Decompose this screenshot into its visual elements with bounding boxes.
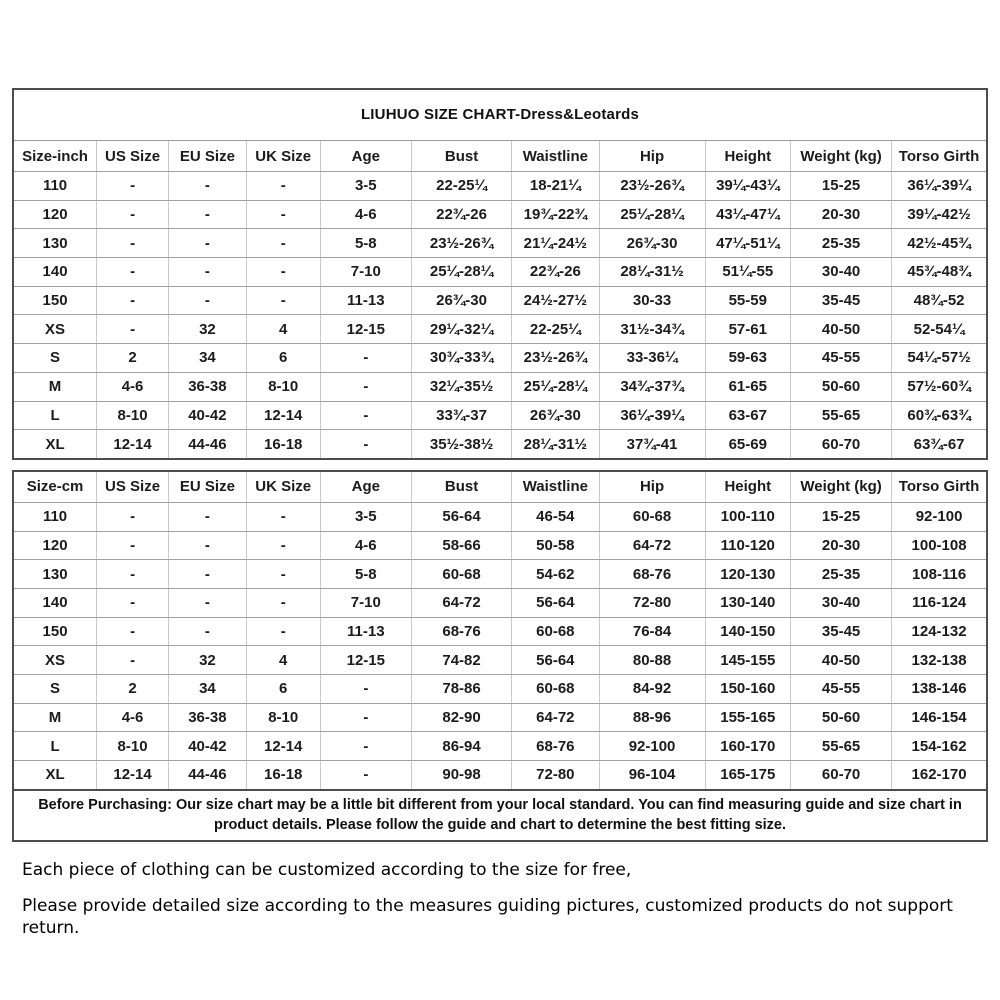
table-row <box>14 560 986 589</box>
table-cell: 39¼-42½ <box>892 200 986 229</box>
table-row <box>14 675 986 704</box>
table-cell: - <box>169 531 247 560</box>
table-cell: 12-15 <box>320 646 411 675</box>
table-cell: 60-68 <box>512 617 599 646</box>
table-cell: 20-30 <box>791 200 892 229</box>
table-cell: - <box>246 172 320 201</box>
table-row <box>14 502 986 531</box>
table-cell: L <box>14 401 97 430</box>
table-cell: 162-170 <box>911 766 967 784</box>
table-cell: - <box>97 200 169 229</box>
column-header: Torso Girth <box>892 141 986 172</box>
table-cell: - <box>169 200 247 229</box>
table-cell: 4 <box>246 315 320 344</box>
table-cell: 30¾-33¾ <box>412 344 512 373</box>
table-cell: 52-54¼ <box>892 315 986 344</box>
table-cell: 130 <box>14 229 97 258</box>
table-cell: 16-18 <box>246 761 320 789</box>
table-cell: 56-64 <box>412 502 512 531</box>
table-cell: 30-40 <box>791 258 892 287</box>
table-cell: 4-6 <box>320 531 411 560</box>
table-cell: S <box>14 344 97 373</box>
table-cell: 160-170 <box>705 732 791 761</box>
table-cell: - <box>169 588 247 617</box>
header-row <box>14 141 986 172</box>
table-cell: 22¾-26 <box>412 200 512 229</box>
table-cell: 36¼-39¼ <box>892 172 986 201</box>
table-cell: 8-10 <box>246 372 320 401</box>
table-cell: - <box>97 588 169 617</box>
table-cell: 8-10 <box>97 732 169 761</box>
table-cell: 63-67 <box>705 401 791 430</box>
table-cell: 2 <box>97 344 169 373</box>
table-cell: 72-80 <box>512 761 599 789</box>
table-cell: - <box>246 588 320 617</box>
table-cell: - <box>97 617 169 646</box>
table-cell: 82-90 <box>412 703 512 732</box>
table-cell: 4-6 <box>97 372 169 401</box>
column-header: Age <box>320 472 411 503</box>
table-cell: 60-68 <box>599 502 705 531</box>
table-cell: 11-13 <box>320 286 411 315</box>
size-table-inch-body <box>14 141 986 458</box>
table-cell: 40-50 <box>791 646 892 675</box>
table-cell: 68-76 <box>512 732 599 761</box>
table-cell: - <box>246 200 320 229</box>
table-row <box>14 761 986 789</box>
table-cell: 18-21¼ <box>512 172 599 201</box>
table-row <box>14 588 986 617</box>
table-cell: 90-98 <box>412 761 512 789</box>
table-cell: 23½-26¾ <box>599 172 705 201</box>
table-cell: - <box>97 646 169 675</box>
table-cell: 65-69 <box>705 430 791 458</box>
footnotes <box>22 860 982 954</box>
table-cell: S <box>14 675 97 704</box>
table-row <box>14 286 986 315</box>
table-row <box>14 430 986 458</box>
column-header: Hip <box>599 472 705 503</box>
table-cell: 25¼-28¼ <box>412 258 512 287</box>
table-cell: 64-72 <box>512 703 599 732</box>
table-cell: 34 <box>169 675 247 704</box>
table-cell: 58-66 <box>412 531 512 560</box>
table-cell: 43¼-47¼ <box>705 200 791 229</box>
table-cell: 36-38 <box>169 703 247 732</box>
table-cell: 12-14 <box>246 401 320 430</box>
table-cell: 60-68 <box>412 560 512 589</box>
table-cell: 92-100 <box>599 732 705 761</box>
table-cell: 5-8 <box>320 560 411 589</box>
table-cell: - <box>320 430 411 458</box>
table-cell: - <box>246 617 320 646</box>
column-header: Weight (kg) <box>791 141 892 172</box>
table-cell: 40-50 <box>791 315 892 344</box>
table-cell: 12-15 <box>320 315 411 344</box>
table-cell: 32¼-35½ <box>412 372 512 401</box>
table-cell: 40-42 <box>169 401 247 430</box>
table-cell: 32 <box>169 315 247 344</box>
before-purchasing-note: Before Purchasing: Our size chart may be a little bit different from your local standard. You can find measuring guide and size chart in product details. Please follow the guide and chart to determine the best fitting size. <box>14 789 986 841</box>
column-header: UK Size <box>246 472 320 503</box>
table-row <box>14 646 986 675</box>
table-cell: 45¾-48¾ <box>892 258 986 287</box>
table-row <box>14 732 986 761</box>
column-header: EU Size <box>169 472 247 503</box>
table-cell: XL <box>14 761 97 789</box>
table-cell: 57½-60¾ <box>892 372 986 401</box>
table-cell: 150 <box>14 617 97 646</box>
table-cell: 20-30 <box>791 531 892 560</box>
table-cell: 2 <box>97 675 169 704</box>
table-cell: - <box>97 172 169 201</box>
table-cell: 34¾-37¾ <box>599 372 705 401</box>
table-cell: 7-10 <box>320 258 411 287</box>
table-cell: 138-146 <box>892 675 986 704</box>
table-cell: 39¼-43¼ <box>705 172 791 201</box>
table-cell: 84-92 <box>599 675 705 704</box>
table-cell: 25-35 <box>791 229 892 258</box>
table-cell: 116-124 <box>892 588 986 617</box>
table-cell: 100-110 <box>705 502 791 531</box>
table-cell: 3-5 <box>320 172 411 201</box>
table-cell: - <box>320 372 411 401</box>
table-cell: - <box>246 531 320 560</box>
table-cell: 150-160 <box>705 675 791 704</box>
table-cell: M <box>14 703 97 732</box>
table-cell: 110 <box>14 502 97 531</box>
table-cell: 46-54 <box>512 502 599 531</box>
table-cell: 56-64 <box>512 588 599 617</box>
table-cell: 48¾-52 <box>892 286 986 315</box>
column-header: Age <box>320 141 411 172</box>
table-cell: 110 <box>14 172 97 201</box>
table-cell: 165-175 <box>705 761 791 789</box>
table-cell: 56-64 <box>512 646 599 675</box>
table-cell: 28¼-31½ <box>512 430 599 458</box>
table-cell: 32 <box>169 646 247 675</box>
table-row <box>14 617 986 646</box>
table-row <box>14 315 986 344</box>
table-cell: 154-162 <box>892 732 986 761</box>
table-cell: 51¼-55 <box>705 258 791 287</box>
table-cell: 25-35 <box>791 560 892 589</box>
table-cell: 26¾-30 <box>512 401 599 430</box>
table-cell: - <box>320 401 411 430</box>
table-cell: 92-100 <box>892 502 986 531</box>
table-cell: 78-86 <box>412 675 512 704</box>
table-cell: 34 <box>169 344 247 373</box>
table-cell: 50-60 <box>791 372 892 401</box>
table-cell: 68-76 <box>412 617 512 646</box>
table-cell: 15-25 <box>791 172 892 201</box>
table-cell: - <box>169 258 247 287</box>
column-header: US Size <box>97 472 169 503</box>
table-cell: 86-94 <box>412 732 512 761</box>
table-cell: 23½-26¾ <box>512 344 599 373</box>
table-cell: 45-55 <box>791 344 892 373</box>
table-cell: 15-25 <box>791 502 892 531</box>
table-cell: 130 <box>14 560 97 589</box>
table-cell: 130-140 <box>705 588 791 617</box>
table-row <box>14 344 986 373</box>
table-cell: - <box>97 502 169 531</box>
table-cell: 30-40 <box>791 588 892 617</box>
table-cell: L <box>14 732 97 761</box>
table-cell: 16-18 <box>246 430 320 458</box>
table-cell: 88-96 <box>599 703 705 732</box>
table-cell: 6 <box>246 344 320 373</box>
size-table-cm <box>14 472 986 789</box>
table-cell: 42½-45¾ <box>892 229 986 258</box>
table-row <box>14 172 986 201</box>
table-cell: 100-108 <box>892 531 986 560</box>
table-cell: 19¾-22¾ <box>512 200 599 229</box>
table-cell: 55-65 <box>791 732 892 761</box>
table-cell: 4-6 <box>97 703 169 732</box>
table-cell: 21¼-24½ <box>512 229 599 258</box>
table-row <box>14 229 986 258</box>
column-header: EU Size <box>169 141 247 172</box>
table-cell: 3-5 <box>320 502 411 531</box>
table-cell: 155-165 <box>705 703 791 732</box>
table-cell: 6 <box>246 675 320 704</box>
table-cell: 60-68 <box>512 675 599 704</box>
size-table-cm-block <box>12 470 988 842</box>
table-cell: 124-132 <box>892 617 986 646</box>
table-cell: - <box>320 703 411 732</box>
table-cell: - <box>97 258 169 287</box>
table-cell: 120-130 <box>705 560 791 589</box>
table-cell: 60-70 <box>791 430 892 458</box>
table-cell: 55-65 <box>791 401 892 430</box>
table-cell: - <box>169 229 247 258</box>
table-cell: 140-150 <box>705 617 791 646</box>
table-row <box>14 531 986 560</box>
table-cell: 12-14 <box>97 761 169 789</box>
table-cell: 132-138 <box>892 646 986 675</box>
table-cell: 30-33 <box>599 286 705 315</box>
table-cell: 22-25¼ <box>412 172 512 201</box>
size-chart <box>12 88 988 842</box>
table-cell: 22¾-26 <box>512 258 599 287</box>
table-cell: 108-116 <box>892 560 986 589</box>
table-row <box>14 401 986 430</box>
table-cell: 8-10 <box>97 401 169 430</box>
table-cell: 12-14 <box>97 430 169 458</box>
table-cell: XS <box>14 315 97 344</box>
table-cell: 33-36¼ <box>599 344 705 373</box>
table-cell: 22-25¼ <box>512 315 599 344</box>
table-cell: - <box>246 502 320 531</box>
size-table-cm-body <box>14 472 986 789</box>
table-cell: 44-46 <box>169 761 247 789</box>
table-row <box>14 200 986 229</box>
table-cell: 60¾-63¾ <box>892 401 986 430</box>
table-cell: - <box>246 258 320 287</box>
table-cell: 145-155 <box>705 646 791 675</box>
table-cell: 26¾-30 <box>412 286 512 315</box>
table-cell: 36¼-39¼ <box>599 401 705 430</box>
footnote-customization: Each piece of clothing can be customized according to the size for free, <box>22 860 632 880</box>
table-row <box>14 372 986 401</box>
table-cell: 40-42 <box>169 732 247 761</box>
column-header: Height <box>705 141 791 172</box>
table-cell: 76-84 <box>599 617 705 646</box>
table-cell: 146-154 <box>892 703 986 732</box>
table-cell: 5-8 <box>320 229 411 258</box>
table-cell: 120 <box>14 200 97 229</box>
column-header: Height <box>705 472 791 503</box>
table-cell: - <box>169 286 247 315</box>
table-cell: 96-104 <box>599 761 705 789</box>
table-cell: - <box>320 675 411 704</box>
table-cell: - <box>246 560 320 589</box>
table-cell: 35-45 <box>791 617 892 646</box>
table-cell: 64-72 <box>599 531 705 560</box>
table-cell: 80-88 <box>599 646 705 675</box>
table-cell: - <box>97 286 169 315</box>
table-cell: - <box>169 560 247 589</box>
table-cell: 36-38 <box>169 372 247 401</box>
column-header: Size-inch <box>14 141 97 172</box>
table-cell: - <box>246 286 320 315</box>
column-header: Bust <box>412 472 512 503</box>
column-header: Size-cm <box>14 472 97 503</box>
table-cell: 55-59 <box>705 286 791 315</box>
table-cell: 31½-34¾ <box>599 315 705 344</box>
table-cell: 140 <box>14 258 97 287</box>
table-cell: 35-45 <box>791 286 892 315</box>
table-cell: 47¼-51¼ <box>705 229 791 258</box>
table-cell: - <box>97 229 169 258</box>
table-cell: - <box>246 229 320 258</box>
size-chart-title: LIUHUO SIZE CHART-Dress&Leotards <box>14 90 986 141</box>
table-cell: - <box>169 172 247 201</box>
table-cell: 57-61 <box>705 315 791 344</box>
column-header: UK Size <box>246 141 320 172</box>
table-cell: 61-65 <box>705 372 791 401</box>
table-cell: 140 <box>14 588 97 617</box>
table-cell: 29¼-32¼ <box>412 315 512 344</box>
table-cell: - <box>169 617 247 646</box>
table-cell: 28¼-31½ <box>599 258 705 287</box>
table-cell: 59-63 <box>705 344 791 373</box>
table-cell: 68-76 <box>599 560 705 589</box>
table-cell: - <box>97 315 169 344</box>
table-cell: 50-60 <box>791 703 892 732</box>
table-cell: 37¾-41 <box>599 430 705 458</box>
table-cell: 26¾-30 <box>599 229 705 258</box>
table-cell: - <box>320 732 411 761</box>
column-header: Waistline <box>512 141 599 172</box>
table-cell: 74-82 <box>412 646 512 675</box>
table-cell: 4-6 <box>320 200 411 229</box>
table-cell: 54-62 <box>512 560 599 589</box>
table-row <box>14 703 986 732</box>
table-row <box>14 258 986 287</box>
table-cell: 25¼-28¼ <box>599 200 705 229</box>
table-cell: 60-70 <box>791 761 892 789</box>
table-cell: - <box>169 502 247 531</box>
table-cell: 110-120 <box>705 531 791 560</box>
table-cell: 23½-26¾ <box>412 229 512 258</box>
table-cell: - <box>97 531 169 560</box>
column-header: US Size <box>97 141 169 172</box>
table-cell: 8-10 <box>246 703 320 732</box>
footnote-return-policy: Please provide detailed size according to the measures guiding pictures, customized products do not support return. <box>22 896 953 938</box>
table-cell: - <box>320 344 411 373</box>
table-cell: 44-46 <box>169 430 247 458</box>
column-header: Waistline <box>512 472 599 503</box>
table-cell: M <box>14 372 97 401</box>
table-cell: 7-10 <box>320 588 411 617</box>
table-cell: 64-72 <box>412 588 512 617</box>
column-header: Bust <box>412 141 512 172</box>
column-header: Torso Girth <box>892 472 986 503</box>
table-cell: 24½-27½ <box>512 286 599 315</box>
column-header: Weight (kg) <box>791 472 892 503</box>
table-cell: 12-14 <box>246 732 320 761</box>
size-table-inch <box>14 141 986 458</box>
table-cell: 72-80 <box>599 588 705 617</box>
table-cell: XL <box>14 430 97 458</box>
table-cell: 33¾-37 <box>412 401 512 430</box>
table-cell: 54¼-57½ <box>892 344 986 373</box>
table-cell: 150 <box>14 286 97 315</box>
table-cell: 4 <box>246 646 320 675</box>
table-cell: 11-13 <box>320 617 411 646</box>
size-table-inch-block <box>12 88 988 460</box>
table-cell: 35½-38½ <box>412 430 512 458</box>
table-cell: XS <box>14 646 97 675</box>
column-header: Hip <box>599 141 705 172</box>
table-cell: - <box>97 560 169 589</box>
table-cell: - <box>320 761 411 789</box>
table-cell: 45-55 <box>791 675 892 704</box>
table-cell: 63¾-67 <box>913 435 965 453</box>
header-row <box>14 472 986 503</box>
table-cell: 50-58 <box>512 531 599 560</box>
table-cell: 120 <box>14 531 97 560</box>
table-cell: 25¼-28¼ <box>512 372 599 401</box>
